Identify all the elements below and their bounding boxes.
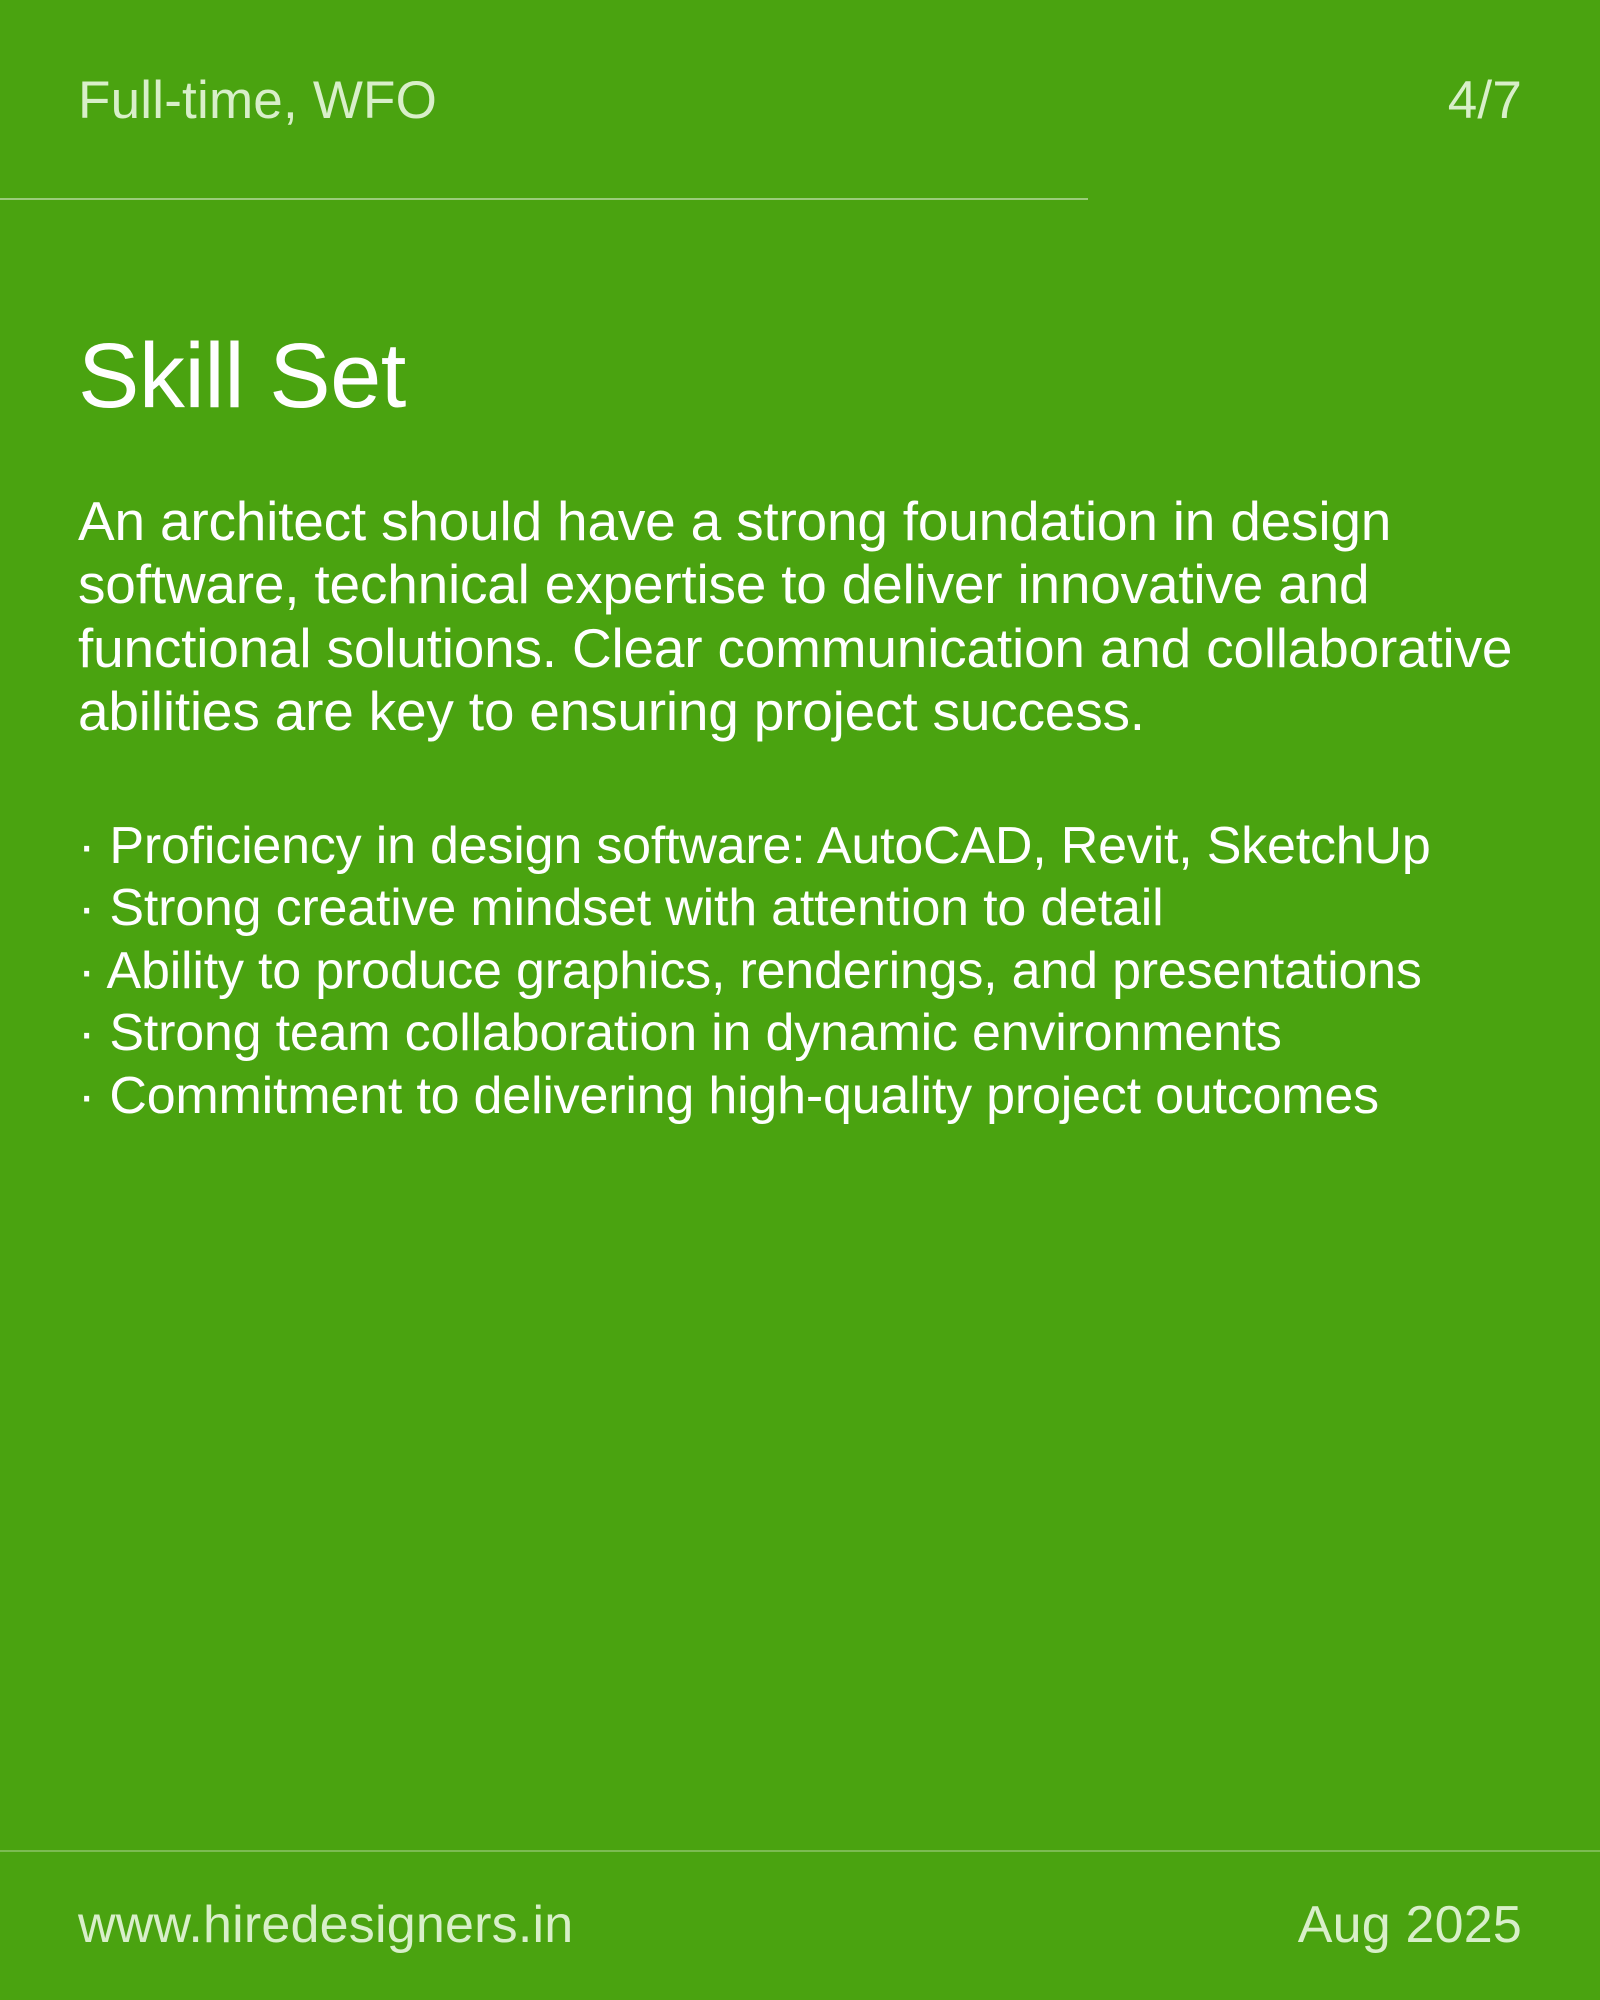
list-item: · Strong team collaboration in dynamic environments (78, 1004, 1282, 1063)
header-divider (0, 198, 1088, 200)
page-title: Skill Set (78, 325, 406, 427)
website-link[interactable]: www.hiredesigners.in (78, 1896, 574, 1954)
list-item: · Proficiency in design software: AutoCAD, Revit, SketchUp (78, 817, 1431, 875)
footer-divider (0, 1850, 1600, 1852)
slide-header (0, 0, 1600, 200)
skills-list (78, 815, 1522, 1127)
intro-paragraph: An architect should have a strong foundation in design software, technical expertise to deliver innovative and functional solutions. Clear communication and collaborative abilities are key to ensuring project success. (78, 490, 1513, 742)
page-indicator: 4/7 (1447, 70, 1522, 130)
list-item: · Strong creative mindset with attention to detail (78, 879, 1164, 938)
list-item: · Ability to produce graphics, renderings, and presentations (78, 941, 1422, 1000)
employment-type-label: Full-time, WFO (78, 70, 438, 130)
slide-body (0, 200, 1600, 1850)
slide-footer (0, 1850, 1600, 2000)
date-label: Aug 2025 (1297, 1896, 1522, 1954)
list-item: · Commitment to delivering high-quality project outcomes (78, 1066, 1379, 1125)
